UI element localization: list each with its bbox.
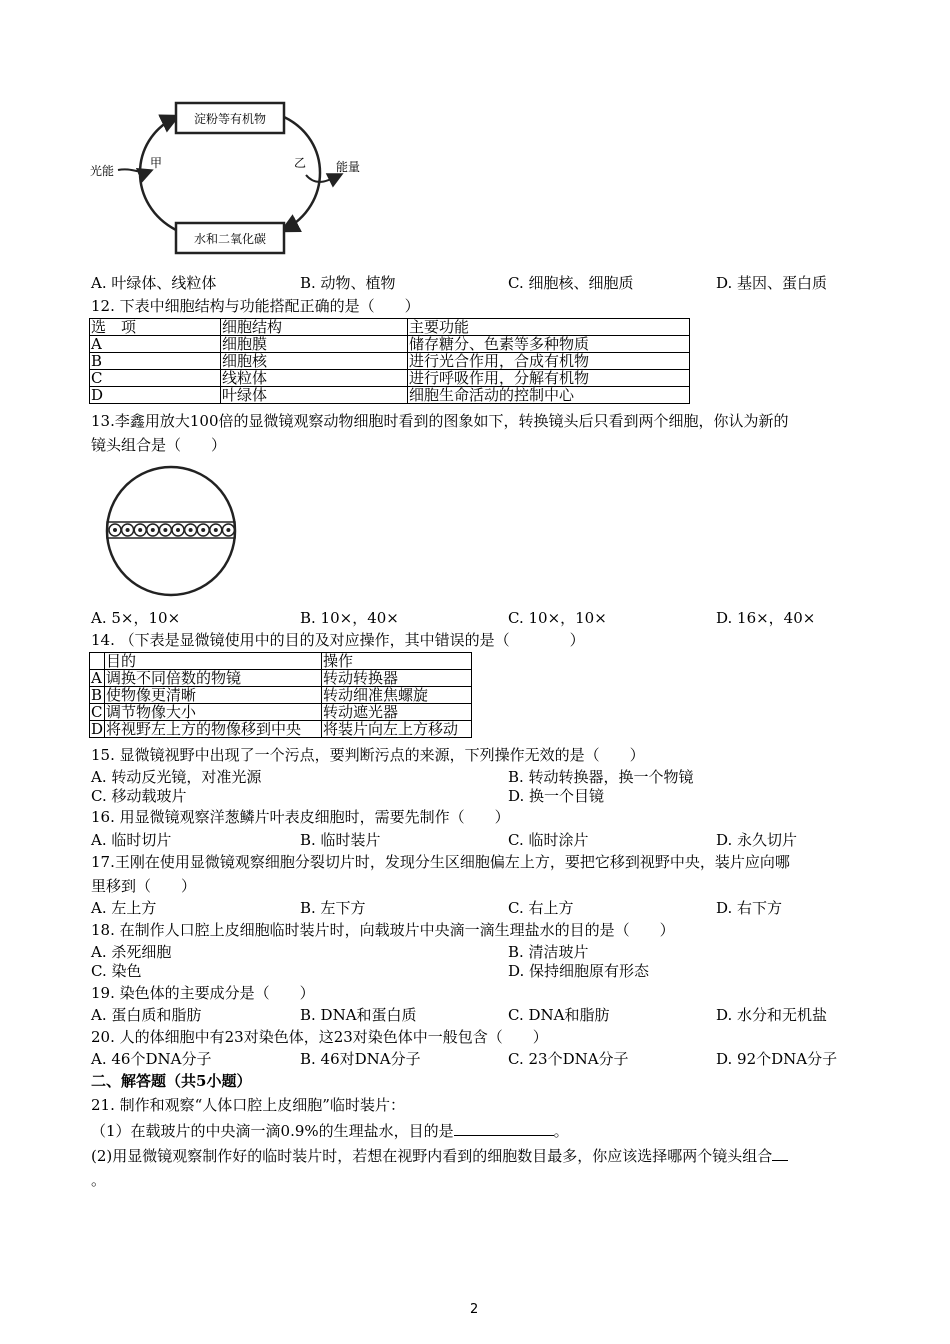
q18-stem: 18. 在制作人口腔上皮细胞临时装片时，向载玻片中央滴一滴生理盐水的目的是（ ） (91, 921, 675, 939)
table-row (90, 704, 472, 721)
table-row (90, 370, 690, 387)
cell-row (107, 522, 235, 538)
q17-option-a: A. 左上方 (91, 899, 157, 917)
table-cell: A (90, 670, 105, 687)
q21-answer-blank-2[interactable] (772, 1146, 788, 1161)
q18-option-a: A. 杀死细胞 (91, 943, 172, 961)
table-header-row (90, 319, 690, 336)
table-row (90, 721, 472, 738)
q18-option-d: D. 保持细胞原有形态 (508, 962, 650, 980)
q11-option-d: D. 基因、蛋白质 (716, 274, 828, 292)
q11-option-a: A. 叶绿体、线粒体 (91, 274, 217, 292)
q19-option-d: D. 水分和无机盐 (716, 1006, 828, 1024)
jia-label: 甲 (150, 156, 163, 170)
table-cell: 目的 (105, 653, 322, 670)
table-cell: 调换不同倍数的物镜 (105, 670, 322, 687)
table-cell: 细胞膜 (221, 336, 408, 353)
table-cell: 转动细准焦螺旋 (322, 687, 472, 704)
table-cell: C (90, 370, 221, 387)
q21-part1 (91, 1121, 569, 1141)
q20-option-b: B. 46对DNA分子 (300, 1050, 421, 1068)
q12-stem: 12. 下表中细胞结构与功能搭配正确的是（ ） (91, 297, 420, 315)
table-row (90, 670, 472, 687)
cell-nucleus (113, 528, 117, 532)
table-cell: D (91, 720, 104, 738)
cell-nucleus (189, 528, 193, 532)
table-cell: C (90, 704, 105, 721)
q17-option-d: D. 右下方 (716, 899, 783, 917)
cycle-right-arc (284, 117, 320, 230)
table-cell: 进行光合作用，合成有机物 (408, 353, 690, 370)
table-cell: 调节物像大小 (105, 704, 322, 721)
q20-option-a: A. 46个DNA分子 (91, 1050, 212, 1068)
q16-stem: 16. 用显微镜观察洋葱鳞片叶表皮细胞时，需要先制作（ ） (91, 808, 510, 826)
section-heading: 二、解答题（共5小题） (91, 1072, 252, 1090)
q19-option-b: B. DNA和蛋白质 (300, 1006, 417, 1024)
page-number: 2 (470, 1302, 479, 1317)
table-cell: 细胞生命活动的控制中心 (408, 387, 690, 404)
q16-option-a: A. 临时切片 (91, 831, 172, 849)
table-cell: 线粒体 (221, 370, 408, 387)
q16-option-d: D. 永久切片 (716, 831, 798, 849)
q18-option-c: C. 染色 (91, 962, 142, 980)
q12-table (89, 318, 690, 404)
table-cell: 转动遮光器 (322, 704, 472, 721)
cell-nucleus (138, 528, 142, 532)
table-cell: D (90, 387, 221, 404)
q15-option-c: C. 移动载玻片 (91, 787, 187, 805)
q11-option-b: B. 动物、植物 (300, 274, 396, 292)
bottom-box-label: 水和二氧化碳 (193, 232, 267, 246)
q17-stem-line1: 17.王刚在使用显微镜观察细胞分裂切片时，发现分生区细胞偏左上方，要把它移到视野中央，装片应向哪 (91, 853, 790, 871)
table-cell: 转动转换器 (322, 670, 472, 687)
table-cell: 进行呼吸作用，分解有机物 (408, 370, 690, 387)
q15-stem: 15. 显微镜视野中出现了一个污点，要判断污点的来源，下列操作无效的是（ ） (91, 746, 645, 764)
energy-label: 能量 (336, 160, 361, 174)
light-label: 光能 (90, 164, 115, 178)
cell-nucleus (176, 528, 180, 532)
q21-part2 (91, 1146, 788, 1166)
table-cell: 使物像更清晰 (105, 687, 322, 704)
q13-option-a: A. 5×，10× (91, 609, 181, 627)
q15-option-b: B. 转动转换器，换一个物镜 (508, 768, 694, 786)
table-cell: A (90, 336, 221, 353)
top-box-label: 淀粉等有机物 (193, 112, 267, 126)
q13-option-d: D. 16×，40× (716, 609, 816, 627)
energy-output-arrow (306, 175, 340, 182)
table-cell: 细胞结构 (221, 319, 408, 336)
microscope-field-diagram (103, 465, 239, 597)
q14-table (89, 652, 472, 738)
q19-option-a: A. 蛋白质和脂肪 (91, 1006, 202, 1024)
q21-part2-end: 。 (91, 1171, 107, 1189)
q21-answer-blank-1[interactable] (454, 1121, 554, 1136)
q18-option-b: B. 清洁玻片 (508, 943, 589, 961)
table-row (90, 387, 690, 404)
table-cell: 主要功能 (408, 319, 690, 336)
q11-option-c: C. 细胞核、细胞质 (508, 274, 634, 292)
q16-option-b: B. 临时装片 (300, 831, 381, 849)
cell-nucleus (214, 528, 218, 532)
cell-nucleus (201, 528, 205, 532)
yi-label: 乙 (294, 156, 307, 170)
table-cell: 将视野左上方的物像移到中央 (105, 721, 322, 738)
q17-stem-line2: 里移到（ ） (91, 877, 197, 895)
q20-option-c: C. 23个DNA分子 (508, 1050, 629, 1068)
table-cell (90, 653, 105, 670)
q13-option-c: C. 10×，10× (508, 609, 607, 627)
q21-part2-text: (2)用显微镜观察制作好的临时装片时，若想在视野内看到的细胞数目最多，你应该选择哪两个镜头组合 (91, 1147, 773, 1165)
cell-nucleus (151, 528, 155, 532)
table-cell: 选 项 (90, 319, 221, 336)
q16-option-c: C. 临时涂片 (508, 831, 589, 849)
table-cell: 储存糖分、色素等多种物质 (408, 336, 690, 353)
table-header-row (90, 653, 472, 670)
photosynthesis-respiration-diagram (88, 95, 368, 265)
table-cell: B (90, 353, 221, 370)
cell-nucleus (226, 528, 230, 532)
q17-option-c: C. 右上方 (508, 899, 574, 917)
q21-part1-end: 。 (553, 1122, 569, 1140)
table-row (90, 687, 472, 704)
q21-stem: 21. 制作和观察“人体口腔上皮细胞”临时装片： (91, 1096, 405, 1114)
q19-stem: 19. 染色体的主要成分是（ ） (91, 984, 315, 1002)
q15-option-a: A. 转动反光镜，对准光源 (91, 768, 262, 786)
table-cell: 操作 (322, 653, 472, 670)
light-input-arrow (118, 169, 150, 172)
q13-stem-line2: 镜头组合是（ ） (91, 436, 227, 454)
cell-nucleus (126, 528, 130, 532)
q20-option-d: D. 92个DNA分子 (716, 1050, 838, 1068)
q21-part1-text: （1）在载玻片的中央滴一滴0.9%的生理盐水，目的是 (91, 1122, 454, 1140)
table-cell: 叶绿体 (221, 387, 408, 404)
q17-option-b: B. 左下方 (300, 899, 366, 917)
q15-option-d: D. 换一个目镜 (508, 787, 605, 805)
q13-stem-line1: 13.李鑫用放大100倍的显微镜观察动物细胞时看到的图象如下，转换镜头后只看到两个细胞，你认为新的 (91, 412, 789, 430)
q20-stem: 20. 人的体细胞中有23对染色体，这23对染色体中一般包含（ ） (91, 1028, 548, 1046)
table-cell: B (90, 687, 105, 704)
cycle-left-arc (140, 117, 176, 230)
table-row (90, 353, 690, 370)
q19-option-c: C. DNA和脂肪 (508, 1006, 610, 1024)
cell-nucleus (163, 528, 167, 532)
q13-option-b: B. 10×，40× (300, 609, 399, 627)
table-row (90, 336, 690, 353)
table-cell: 将装片向左上方移动 (322, 721, 472, 738)
table-cell: 细胞核 (221, 353, 408, 370)
q14-stem: 14. （下表是显微镜使用中的目的及对应操作，其中错误的是（ ） (91, 631, 585, 649)
